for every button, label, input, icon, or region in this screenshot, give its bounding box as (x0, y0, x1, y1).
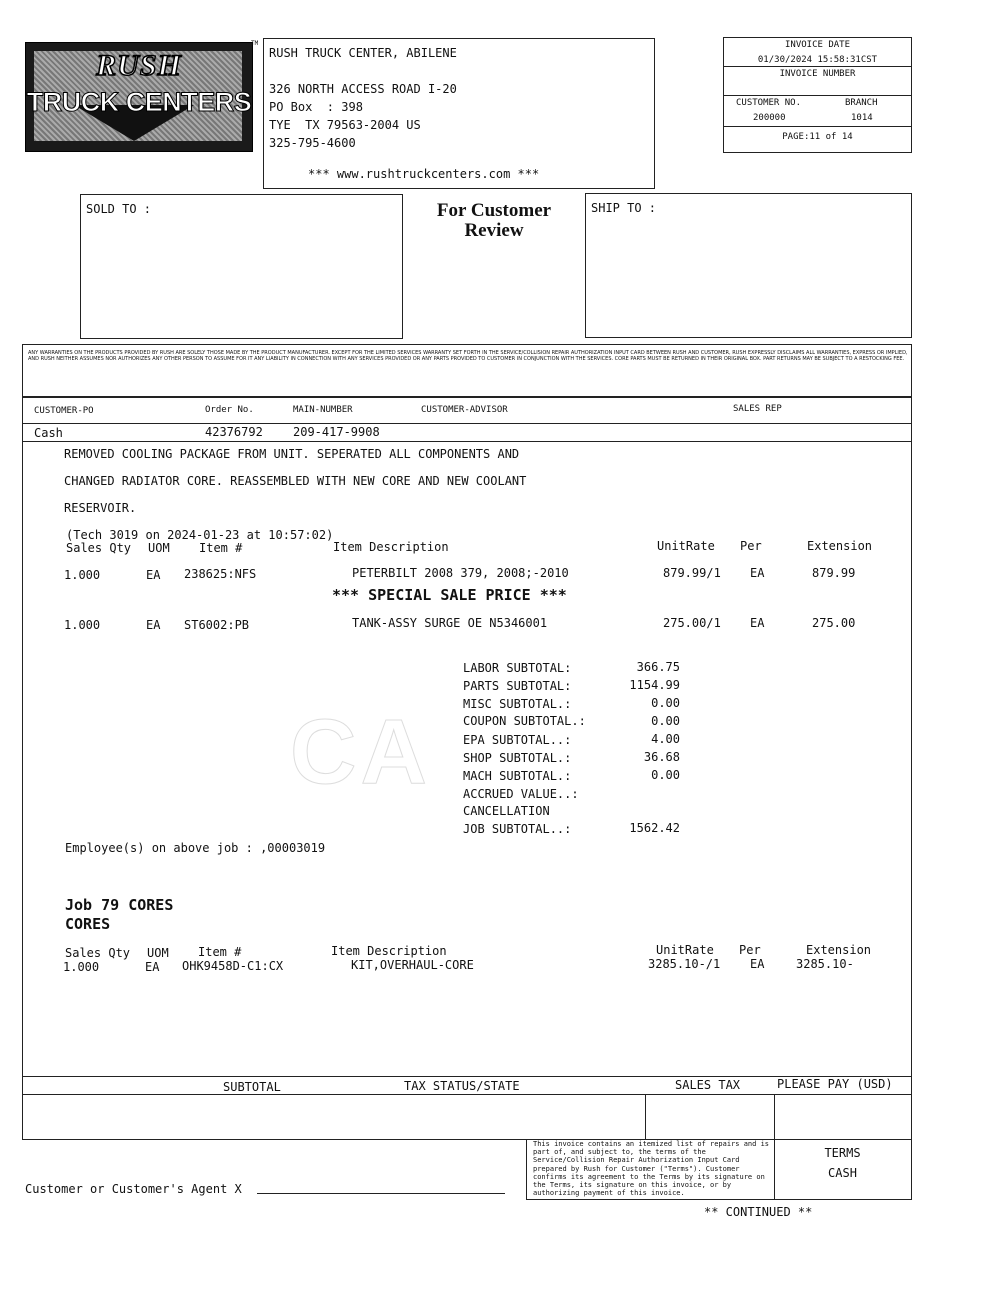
dealer-address: 326 NORTH ACCESS ROAD I-20 (269, 82, 457, 96)
line-qty: 1.000 (64, 618, 101, 632)
main-number-label: MAIN-NUMBER (293, 405, 353, 415)
col-per: Per (740, 539, 762, 553)
tech-timestamp: (Tech 3019 on 2024-01-23 at 10:57:02) (66, 528, 334, 542)
line-per: EA (750, 957, 765, 971)
subtotal-value: 0.00 (651, 696, 680, 710)
review-stamp-line1: For Customer (436, 200, 552, 221)
subtotal-label: LABOR SUBTOTAL: (463, 661, 572, 675)
dealer-website: *** www.rushtruckcenters.com *** (308, 167, 540, 181)
line-qty: 1.000 (64, 568, 101, 582)
subtotal-label: MISC SUBTOTAL.: (463, 697, 572, 711)
subtotal-value: 1562.42 (629, 821, 680, 835)
subtotal-label: COUPON SUBTOTAL.: (463, 714, 586, 728)
branch-label: BRANCH (845, 98, 878, 108)
customer-advisor-label: CUSTOMER-ADVISOR (421, 405, 508, 415)
body-right-border (911, 442, 912, 1076)
continued-notice: ** CONTINUED ** (704, 1205, 813, 1219)
ship-to-label: SHIP TO : (591, 201, 657, 215)
subtotal-value: 1154.99 (629, 678, 680, 692)
faint-watermark: CA (290, 701, 431, 803)
line-unit-rate: 3285.10-/1 (648, 957, 721, 971)
logo-truck-centers-text: TRUCK CENTERS (26, 87, 252, 117)
customer-no-label: CUSTOMER NO. (736, 98, 802, 108)
main-number: 209-417-9908 (293, 425, 380, 439)
col-item: Item # (199, 541, 243, 555)
warranty-disclaimer: ANY WARRANTIES ON THE PRODUCTS PROVIDED BY RUSH ARE SOLELY THOSE MADE BY THE PRODUCT MANUFACTURER. EXCEPT FOR THE LIMITED SERVICES WARRANTY SET FORTH IN THE SERVICE/COLLISION REPAIR AUTHORIZATION INPUT CARD BETWEEN RUSH AND CUSTOMER, RUSH EXPRESSLY DISCLAIMS ALL WARRANTIES, EXPRESS OR IMPLIED, AND RUSH NEITHER ASSUMES NOR AUTHORIZES ANY OTHER PERSON TO ASSUME FOR IT ANY LIABILITY IN CONNECTION WITH ANY SERVICES PROVIDED OR ANY PARTS PROVIDED TO CUSTOMER IN CONJUNCTION WITH THE SERVICES. CORE PARTS MUST BE RETURNED IN THEIR ORIGINAL BOX. PART RETURNS MAY BE SUBJECT TO A RESTOCKING FEE. (28, 350, 908, 362)
sales-rep-label: SALES REP (733, 404, 782, 414)
review-stamp-line2: Review (464, 220, 524, 241)
subtotal-value: 0.00 (651, 768, 680, 782)
line-unit-rate: 879.99/1 (663, 566, 721, 580)
subtotal-value: 4.00 (651, 732, 680, 746)
dealer-city: TYE TX 79563-2004 US (269, 118, 421, 132)
customer-agent-signature-label: Customer or Customer's Agent X (25, 1182, 242, 1196)
line-item: ST6002:PB (184, 618, 250, 632)
col-extension: Extension (806, 943, 872, 957)
job-subtitle: CORES (65, 915, 111, 933)
col-sales-qty: Sales Qty (65, 946, 131, 960)
dealer-phone: 325-795-4600 (269, 136, 356, 150)
invoice-date: 01/30/2024 15:58:31CST (757, 55, 878, 65)
line-item: OHK9458D-C1:CX (182, 959, 284, 973)
line-description: TANK-ASSY SURGE OE N5346001 (352, 616, 548, 630)
invoice-number-label: INVOICE NUMBER (779, 69, 856, 79)
col-unit-rate: UnitRate (656, 943, 714, 957)
job-note-line3: RESERVOIR. (64, 501, 137, 515)
dealer-name: RUSH TRUCK CENTER, ABILENE (269, 46, 457, 60)
col-description: Item Description (331, 944, 447, 958)
special-sale-banner: *** SPECIAL SALE PRICE *** (332, 586, 567, 604)
subtotal-label: CANCELLATION (463, 804, 550, 818)
line-description: PETERBILT 2008 379, 2008;-2010 (352, 566, 569, 580)
company-logo (25, 42, 253, 152)
customer-po-label: CUSTOMER-PO (34, 406, 94, 416)
subtotal-value: 0.00 (651, 714, 680, 728)
please-pay-label: PLEASE PAY (USD) (777, 1077, 893, 1091)
line-uom: EA (146, 618, 161, 632)
terms-of-service-text: This invoice contains an itemized list of repairs and is part of, and subject to, the terms of the Service/Collision Repair Authorization Input Card prepared by Rush for Customer ("Terms"). Customer confirms its agreement to the Terms by its signature on the Terms, its signature on this invoice, or by authorizing payment of this invoice. (533, 1140, 770, 1198)
subtotal-value: 36.68 (643, 750, 680, 764)
terms-value: CASH (828, 1166, 857, 1180)
sales-tax-label: SALES TAX (675, 1078, 741, 1092)
job-title: Job 79 CORES (65, 896, 174, 914)
subtotal-label: MACH SUBTOTAL.: (463, 769, 572, 783)
line-unit-rate: 275.00/1 (663, 616, 721, 630)
subtotal-label: PARTS SUBTOTAL: (463, 679, 572, 693)
col-unit-rate: UnitRate (657, 539, 715, 553)
line-per: EA (750, 616, 765, 630)
customer-po-value: Cash (34, 426, 63, 440)
line-item: 238625:NFS (184, 567, 257, 581)
page-indicator: PAGE:11 of 14 (782, 132, 853, 142)
signature-line[interactable] (257, 1193, 505, 1194)
line-uom: EA (145, 960, 160, 974)
customer-no: 200000 (753, 113, 786, 123)
tax-status-label: TAX STATUS/STATE (404, 1079, 520, 1093)
logo-rush-text: RUSH (96, 49, 182, 82)
line-uom: EA (146, 568, 161, 582)
job-note-line2: CHANGED RADIATOR CORE. REASSEMBLED WITH NEW CORE AND NEW COOLANT (64, 474, 527, 488)
trademark-mark: TM (251, 40, 259, 47)
invoice-date-label: INVOICE DATE (784, 40, 851, 50)
line-extension: 275.00 (812, 616, 856, 630)
line-qty: 1.000 (63, 960, 100, 974)
col-extension: Extension (807, 539, 873, 553)
sold-to-label: SOLD TO : (86, 202, 152, 216)
branch-number: 1014 (851, 113, 873, 123)
line-extension: 3285.10- (796, 957, 854, 971)
line-per: EA (750, 566, 765, 580)
col-sales-qty: Sales Qty (66, 541, 132, 555)
subtotal-label: SHOP SUBTOTAL.: (463, 751, 572, 765)
col-description: Item Description (333, 540, 449, 554)
job-note-line1: REMOVED COOLING PACKAGE FROM UNIT. SEPERATED ALL COMPONENTS AND (64, 447, 520, 461)
col-item: Item # (198, 945, 242, 959)
subtotal-value: 366.75 (636, 660, 680, 674)
subtotal-label: ACCRUED VALUE..: (463, 787, 579, 801)
col-uom: UOM (147, 946, 169, 960)
order-no-label: Order No. (205, 405, 254, 415)
order-number: 42376792 (205, 425, 263, 439)
dealer-po-box: PO Box : 398 (269, 100, 363, 114)
line-extension: 879.99 (812, 566, 856, 580)
terms-label: TERMS (824, 1146, 861, 1160)
body-left-border (22, 442, 23, 1076)
col-per: Per (739, 943, 761, 957)
col-uom: UOM (148, 541, 170, 555)
employees-on-job: Employee(s) on above job : ,00003019 (65, 841, 326, 855)
subtotal-label: EPA SUBTOTAL..: (463, 733, 572, 747)
line-description: KIT,OVERHAUL-CORE (351, 958, 474, 972)
subtotal-footer-label: SUBTOTAL (223, 1080, 281, 1094)
subtotal-label: JOB SUBTOTAL..: (463, 822, 572, 836)
